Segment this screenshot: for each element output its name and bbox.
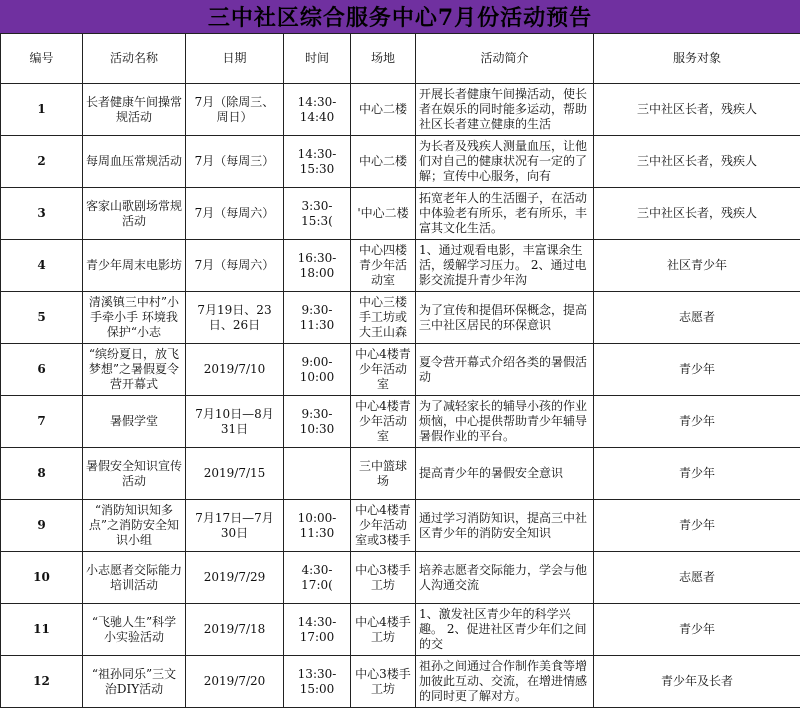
- table-row: [1, 396, 800, 448]
- cell-name: [83, 500, 186, 552]
- cell-time: [284, 84, 351, 136]
- table-row: [1, 84, 800, 136]
- cell-venue-text: 三中篮球场: [358, 458, 407, 488]
- cell-target-text: 青少年: [678, 362, 715, 376]
- cell-name-text: 暑假学堂: [109, 414, 158, 428]
- table-row: [1, 448, 800, 500]
- cell-date-text: 2019/7/29: [203, 570, 266, 584]
- cell-venue: [351, 656, 416, 708]
- cell-name: [83, 656, 186, 708]
- cell-no: [1, 344, 83, 396]
- cell-intro: [416, 552, 594, 604]
- cell-time: [284, 448, 351, 500]
- cell-intro-text: 培养志愿者交际能力，学会与他人沟通交流: [419, 562, 588, 592]
- cell-time: [284, 344, 351, 396]
- cell-date-text: 2019/7/10: [203, 362, 266, 376]
- cell-intro-text: 祖孙之间通过合作制作美食等增加彼此互动、交流，在增进情感的同时更了解对方。: [419, 659, 588, 703]
- header-cell-target: 服务对象: [594, 34, 800, 84]
- cell-no-text: 3: [37, 206, 46, 220]
- cell-intro-text: 为了宣传和提倡环保概念，提高三中社区居民的环保意识: [419, 302, 588, 332]
- table-row: [1, 552, 800, 604]
- cell-target: [594, 136, 800, 188]
- cell-target-text: 三中社区长者，残疾人: [636, 102, 757, 116]
- cell-target-text: 志愿者: [678, 570, 715, 584]
- cell-date: [186, 344, 284, 396]
- cell-intro-text: 开展长者健康午间操活动，使长者在娱乐的同时能多运动，帮助社区长者建立健康的生活: [419, 87, 588, 131]
- cell-name: [83, 240, 186, 292]
- cell-name: [83, 292, 186, 344]
- cell-date: [186, 240, 284, 292]
- cell-date-text: 7月10日—8月31日: [195, 406, 274, 436]
- cell-venue: [351, 396, 416, 448]
- cell-date: [186, 500, 284, 552]
- cell-no-text: 2: [37, 154, 46, 168]
- cell-date: [186, 448, 284, 500]
- cell-venue-text: 中心3楼手工坊: [355, 562, 411, 592]
- cell-date-text: 7月（每周六）: [194, 258, 275, 272]
- cell-no: [1, 604, 83, 656]
- cell-intro-text: 1、通过观看电影，丰富课余生活，缓解学习压力。 2、通过电影交流提升青少年沟: [419, 243, 587, 287]
- cell-intro-text: 为了减轻家长的辅导小孩的作业烦恼，中心提供帮助青少年辅导暑假作业的平台。: [419, 399, 588, 443]
- cell-venue: [351, 84, 416, 136]
- cell-no-text: 12: [33, 674, 50, 688]
- cell-target: [594, 604, 800, 656]
- cell-no-text: 5: [37, 310, 46, 324]
- cell-time: [284, 136, 351, 188]
- cell-time: [284, 604, 351, 656]
- cell-time: [284, 188, 351, 240]
- cell-target: [594, 292, 800, 344]
- cell-intro: [416, 292, 594, 344]
- header-cell-name: 活动名称: [83, 34, 186, 84]
- header-cell-intro: 活动简介: [416, 34, 594, 84]
- cell-target-text: 青少年: [678, 414, 715, 428]
- activity-table: [0, 33, 800, 708]
- cell-venue: [351, 240, 416, 292]
- cell-target-text: 青少年: [678, 466, 715, 480]
- cell-name-text: 每周血压常规活动: [86, 154, 182, 168]
- cell-intro: [416, 448, 594, 500]
- cell-date-text: 2019/7/18: [203, 622, 266, 636]
- cell-target: [594, 448, 800, 500]
- cell-venue-text: 中心4楼手工坊: [355, 614, 411, 644]
- cell-venue: [351, 344, 416, 396]
- cell-no: [1, 448, 83, 500]
- header-cell-time: 时间: [284, 34, 351, 84]
- cell-intro-text: 拓宽老年人的生活圈子，在活动中体验老有所乐，老有所乐，丰富其文化生活。: [419, 191, 588, 235]
- cell-name: [83, 344, 186, 396]
- cell-name: [83, 604, 186, 656]
- cell-name-text: “消防知识知多点”之消防安全知识小组: [88, 503, 180, 547]
- cell-name-text: 青少年周末电影坊: [86, 258, 182, 272]
- cell-intro: [416, 344, 594, 396]
- cell-no-text: 1: [37, 102, 46, 116]
- cell-venue-text: 中心三楼手工坊或大王山森: [358, 295, 407, 339]
- cell-venue-text: '中心二楼: [357, 206, 409, 220]
- cell-date: [186, 292, 284, 344]
- cell-time-text: 4:30-17:0(: [301, 562, 333, 592]
- table-row: [1, 344, 800, 396]
- cell-time-text: 9:30-11:30: [299, 302, 335, 332]
- cell-venue: [351, 604, 416, 656]
- cell-venue: [351, 500, 416, 552]
- cell-intro-text: 1、激发社区青少年的科学兴趣。 2、促进社区青少年们之间的交: [419, 607, 587, 651]
- cell-target: [594, 84, 800, 136]
- cell-no-text: 6: [37, 362, 46, 376]
- cell-time-text: 14:30-17:00: [297, 614, 337, 644]
- cell-name: [83, 396, 186, 448]
- cell-venue: [351, 448, 416, 500]
- cell-time-text: 3:30-15:3(: [301, 198, 333, 228]
- cell-time-text: 9:00-10:00: [299, 354, 335, 384]
- cell-target-text: 青少年: [678, 622, 715, 636]
- cell-intro: [416, 396, 594, 448]
- cell-date: [186, 188, 284, 240]
- header-cell-venue: 场地: [351, 34, 416, 84]
- cell-no-text: 7: [37, 414, 46, 428]
- header-row: [1, 34, 800, 84]
- cell-target-text: 青少年: [678, 518, 715, 532]
- cell-name: [83, 552, 186, 604]
- cell-venue-text: 中心四楼青少年活动室: [358, 243, 407, 287]
- cell-date: [186, 84, 284, 136]
- table-body: [1, 84, 800, 708]
- table-row: [1, 188, 800, 240]
- cell-time-text: 13:30-15:00: [297, 666, 337, 696]
- cell-name: [83, 84, 186, 136]
- cell-name-text: 长者健康午间操常规活动: [86, 94, 182, 124]
- cell-target: [594, 552, 800, 604]
- cell-venue: [351, 552, 416, 604]
- cell-name: [83, 448, 186, 500]
- cell-name-text: 小志愿者交际能力培训活动: [86, 562, 182, 592]
- cell-time: [284, 396, 351, 448]
- cell-no-text: 4: [37, 258, 46, 272]
- cell-no-text: 8: [37, 466, 46, 480]
- cell-target: [594, 188, 800, 240]
- table-row: [1, 656, 800, 708]
- cell-time-text: 14:30-14:40: [297, 94, 337, 124]
- cell-date-text: 2019/7/15: [203, 466, 266, 480]
- cell-date-text: 7月19日、23日、26日: [197, 302, 272, 332]
- cell-name-text: 客家山歌剧场常规活动: [86, 198, 182, 228]
- cell-target: [594, 396, 800, 448]
- cell-venue-text: 中心二楼: [358, 154, 407, 168]
- cell-date: [186, 604, 284, 656]
- cell-date: [186, 656, 284, 708]
- cell-time-text: 9:30-10:30: [299, 406, 335, 436]
- cell-no: [1, 396, 83, 448]
- cell-intro: [416, 500, 594, 552]
- table-row: [1, 604, 800, 656]
- cell-date-text: 7月（除周三、周日）: [194, 94, 275, 124]
- cell-date-text: 7月（每周六）: [194, 206, 275, 220]
- cell-no: [1, 292, 83, 344]
- cell-no: [1, 188, 83, 240]
- header-cell-date: 日期: [186, 34, 284, 84]
- cell-name-text: “祖孙同乐”三文治DIY活动: [91, 666, 177, 696]
- cell-no: [1, 552, 83, 604]
- cell-name-text: “飞驰人生”科学小实验活动: [91, 614, 177, 644]
- cell-intro: [416, 656, 594, 708]
- cell-venue-text: 中心4楼青少年活动室: [355, 347, 411, 391]
- cell-no: [1, 136, 83, 188]
- cell-date: [186, 552, 284, 604]
- cell-intro: [416, 188, 594, 240]
- cell-target-text: 青少年及长者: [660, 674, 733, 688]
- cell-time-text: 10:00-11:30: [297, 510, 337, 540]
- cell-no-text: 9: [37, 518, 46, 532]
- table-row: [1, 240, 800, 292]
- cell-target-text: 社区青少年: [666, 258, 727, 272]
- cell-date-text: 7月17日—7月30日: [195, 510, 274, 540]
- cell-target: [594, 656, 800, 708]
- cell-name-text: 暑假安全知识宣传活动: [86, 458, 182, 488]
- cell-intro-text: 通过学习消防知识，提高三中社区青少年的消防安全知识: [419, 510, 588, 540]
- cell-date-text: 7月（每周三）: [194, 154, 275, 168]
- cell-time: [284, 552, 351, 604]
- cell-venue: [351, 292, 416, 344]
- cell-time: [284, 240, 351, 292]
- cell-intro: [416, 84, 594, 136]
- cell-time: [284, 500, 351, 552]
- cell-target: [594, 500, 800, 552]
- cell-target-text: 三中社区长者，残疾人: [636, 206, 757, 220]
- cell-venue: [351, 136, 416, 188]
- cell-intro: [416, 240, 594, 292]
- cell-venue: [351, 188, 416, 240]
- cell-target: [594, 240, 800, 292]
- cell-venue-text: 中心二楼: [358, 102, 407, 116]
- cell-date: [186, 136, 284, 188]
- cell-date-text: 2019/7/20: [203, 674, 266, 688]
- cell-intro-text: 提高青少年的暑假安全意识: [419, 466, 564, 480]
- cell-intro-text: 为长者及残疾人测量血压，让他们对自己的健康状况有一定的了解；宣传中心服务，向有: [419, 139, 588, 183]
- cell-no-text: 11: [33, 622, 50, 636]
- table-row: [1, 500, 800, 552]
- cell-name: [83, 188, 186, 240]
- cell-name: [83, 136, 186, 188]
- cell-intro: [416, 136, 594, 188]
- cell-venue-text: 中心4楼青少年活动室或3楼手: [355, 503, 411, 547]
- cell-intro: [416, 604, 594, 656]
- cell-time: [284, 292, 351, 344]
- cell-venue-text: 中心4楼青少年活动室: [355, 399, 411, 443]
- cell-no: [1, 656, 83, 708]
- cell-intro-text: 夏令营开幕式介绍各类的暑假活动: [419, 354, 588, 384]
- header-cell-no: 编号: [1, 34, 83, 84]
- cell-target-text: 志愿者: [678, 310, 715, 324]
- cell-no: [1, 84, 83, 136]
- cell-no: [1, 500, 83, 552]
- cell-no-text: 10: [33, 570, 50, 584]
- table-row: [1, 292, 800, 344]
- cell-time-text: 16:30-18:00: [297, 250, 337, 280]
- cell-time-text: 14:30-15:30: [297, 146, 337, 176]
- cell-date: [186, 396, 284, 448]
- cell-name-text: “缤纷夏日，放飞梦想”之暑假夏令营开幕式: [88, 347, 180, 391]
- cell-target: [594, 344, 800, 396]
- sheet-title: 三中社区综合服务中心7月份活动预告: [0, 0, 800, 33]
- table-row: [1, 136, 800, 188]
- cell-name-text: 清溪镇三中村”小手牵小手 环境我保护“小志: [88, 295, 180, 339]
- cell-venue-text: 中心3楼手工坊: [355, 666, 411, 696]
- cell-no: [1, 240, 83, 292]
- cell-target-text: 三中社区长者，残疾人: [636, 154, 757, 168]
- cell-time: [284, 656, 351, 708]
